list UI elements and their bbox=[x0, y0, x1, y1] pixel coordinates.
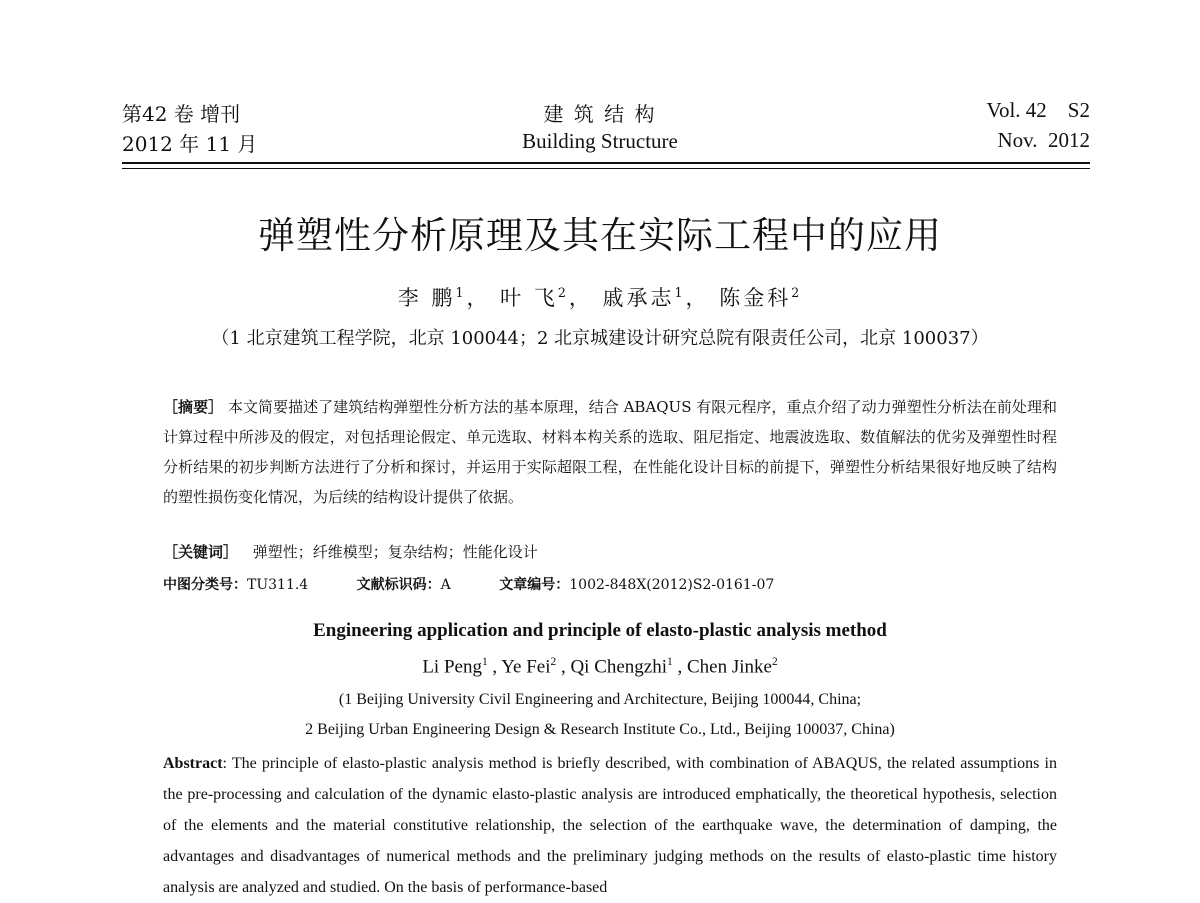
affiliation-en-1: (1 Beijing University Civil Engineering and Architecture, Beijing 100044, China; bbox=[338, 691, 862, 708]
affiliation-en-2: 2 Beijing Urban Engineering Design & Research Institute Co., Ltd., Beijing 100037, China) bbox=[305, 721, 895, 738]
keywords-cn bbox=[163, 541, 1057, 562]
classification-line bbox=[163, 574, 1057, 594]
authors-en bbox=[0, 656, 1200, 678]
article-no-value: 1002-848X(2012)S2-0161-07 bbox=[569, 577, 775, 593]
author-affil-mark: 1 bbox=[667, 656, 673, 668]
clc-value: TU311.4 bbox=[247, 577, 309, 593]
author-affil-mark: 2 bbox=[771, 656, 778, 668]
author-name-en: Chen Jinke bbox=[686, 656, 772, 678]
author-affil-mark: 1 bbox=[455, 285, 467, 300]
header-date-cn: 2012 年 11 月 bbox=[122, 132, 258, 156]
authors-cn bbox=[0, 282, 1200, 312]
abstract-text-cn: 本文简要描述了建筑结构弹塑性分析方法的基本原理，结合 ABAQUS 有限元程序，重点介绍了动力弹塑性分析法在前处理和计算过程中所涉及的假定，对包括理论假定、单元选取、材料本构关系的选取、阻尼指定、地震波选取、数值解法的优劣及弹塑性时程分析结果的初步判断方法进行了分析和探讨，并运用于实际超限工程，在性能化设计目标的前提下，弹塑性分析结果很好地反映了结构的塑性损伤变化情况，为后续的结构设计提供了依据。 bbox=[163, 398, 1057, 506]
author-affil-mark: 2 bbox=[557, 285, 569, 300]
doc-code-value: A bbox=[440, 577, 451, 593]
abstract-label-separator: : bbox=[222, 755, 232, 772]
clc-label: 中图分类号： bbox=[163, 577, 247, 593]
author-separator: ， bbox=[568, 286, 593, 310]
author-affil-mark: 1 bbox=[674, 285, 686, 300]
abstract-cn bbox=[163, 392, 1057, 512]
author-affil-mark: 1 bbox=[481, 656, 488, 668]
author-separator: ， bbox=[685, 286, 710, 310]
author-separator: , bbox=[556, 656, 571, 678]
author-name: 李 鹏 bbox=[397, 286, 456, 310]
header-volume-en: Vol. 42 S2 bbox=[986, 98, 1090, 122]
paper-title-en: Engineering application and principle of elasto-plastic analysis method bbox=[313, 620, 887, 641]
author-separator: , bbox=[672, 656, 687, 678]
author-separator: ， bbox=[466, 286, 491, 310]
author-name: 戚承志 bbox=[602, 286, 675, 310]
header-date-en: Nov. 2012 bbox=[997, 128, 1090, 152]
article-no-label: 文章编号： bbox=[499, 577, 570, 593]
author-name-en: Ye Fei bbox=[501, 656, 551, 678]
author-affil-mark: 2 bbox=[791, 285, 803, 300]
author-name-en: Qi Chengzhi bbox=[570, 656, 668, 678]
keywords-text-cn: 弹塑性；纤维模型；复杂结构；性能化设计 bbox=[252, 543, 538, 561]
paper-title-cn: 弹塑性分析原理及其在实际工程中的应用 bbox=[258, 214, 942, 257]
author-name: 叶 飞 bbox=[500, 286, 558, 310]
abstract-label-en: Abstract bbox=[163, 755, 223, 772]
abstract-text-en: The principle of elasto-plastic analysis method is briefly described, with combination of ABAQUS, the related assumptions in the pre-processing and calculation of the dynamic elasto-plastic analysis are introduced emphatically, the theoretical hypothesis, selection of the elements and the material constitutive relationship, the selection of the earthquake wave, the determination of damping, the advantages and disadvantages of numerical methods and the preliminary judging methods on the results of elasto-plastic time history analysis are analyzed and studied. On the basis of performance-based bbox=[163, 755, 1057, 896]
author-name-en: Li Peng bbox=[422, 656, 482, 678]
affiliations-cn: （1 北京建筑工程学院，北京 100044；2 北京城建设计研究总院有限责任公司，北京 100037） bbox=[211, 328, 989, 349]
header-rule-thin bbox=[122, 168, 1090, 169]
journal-name-en: Building Structure bbox=[522, 129, 678, 153]
abstract-en bbox=[163, 748, 1057, 903]
author-name: 陈金科 bbox=[719, 286, 792, 310]
doc-code-label: 文献标识码： bbox=[356, 577, 441, 593]
header-rule-thick bbox=[122, 162, 1090, 164]
keywords-label-cn: ［关键词］ bbox=[163, 543, 239, 561]
header-volume-cn: 第42 卷 增刊 bbox=[122, 102, 241, 126]
abstract-label-cn: ［摘要］ bbox=[163, 398, 224, 416]
author-separator: , bbox=[487, 656, 502, 678]
journal-name-cn: 建 筑 结 构 bbox=[543, 102, 657, 126]
author-affil-mark: 2 bbox=[550, 656, 557, 668]
